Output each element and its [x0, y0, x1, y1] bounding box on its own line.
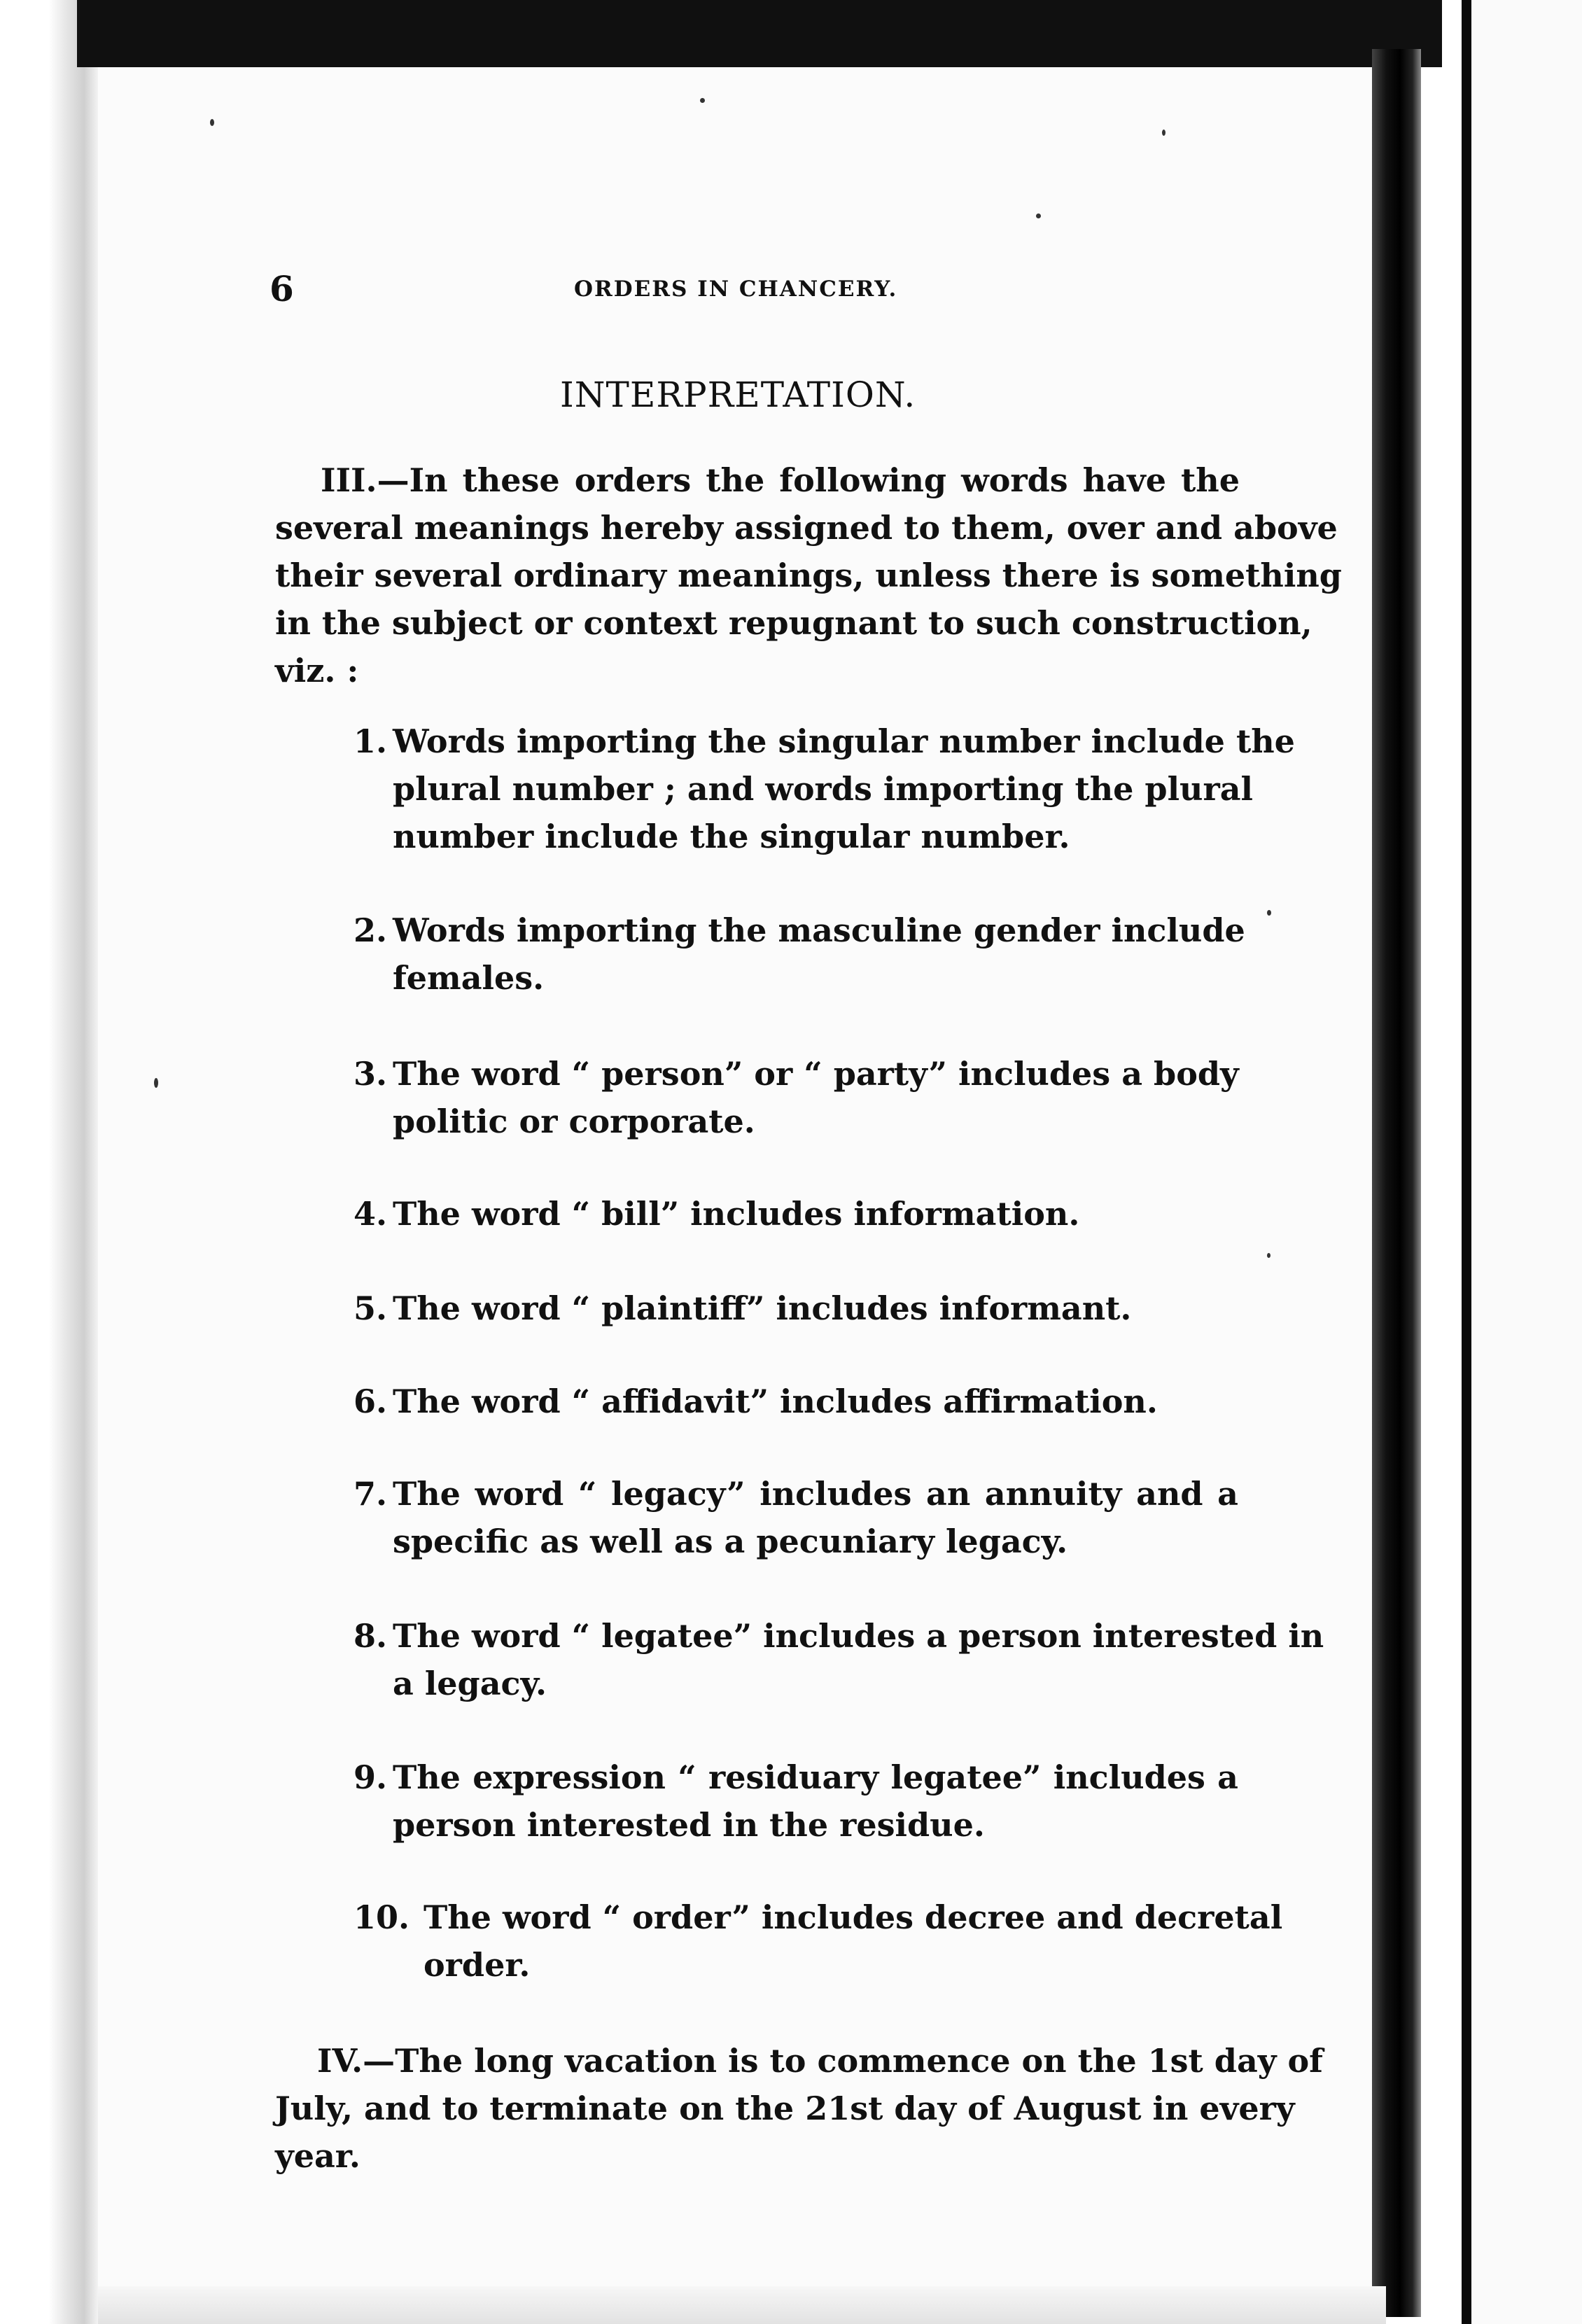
- definition-line: The word “ affidavit” includes affirmation.: [393, 1382, 1158, 1420]
- definition-number: 9.: [354, 1758, 388, 1796]
- definition-line: The word “ plaintiff” includes informant.: [393, 1289, 1132, 1327]
- paragraph-line: their several ordinary meanings, unless there is something: [275, 556, 1342, 594]
- definition-number: 2.: [354, 911, 388, 949]
- section-heading: INTERPRETATION.: [560, 374, 916, 415]
- definition-line: a legacy.: [393, 1665, 547, 1702]
- definition-line: politic or corporate.: [393, 1102, 755, 1140]
- definition-line: Words importing the masculine gender include: [393, 911, 1245, 949]
- scan-speck: [700, 98, 705, 103]
- definition-line: The word “ legacy” includes an annuity and a: [393, 1475, 1238, 1513]
- definition-line: The word “ bill” includes information.: [393, 1195, 1080, 1233]
- definition-line: The word “ order” includes decree and decretal: [424, 1898, 1283, 1936]
- definition-number: 8.: [354, 1617, 388, 1655]
- scan-right-border: [1462, 0, 1471, 2324]
- scan-left-margin: [0, 0, 98, 2324]
- paragraph-line: year.: [275, 2137, 360, 2175]
- definition-number: 4.: [354, 1195, 388, 1233]
- definition-number: 1.: [354, 722, 388, 760]
- definition-number: 3.: [354, 1055, 388, 1093]
- scan-speck: [1267, 1253, 1270, 1258]
- scan-right-margin: [1471, 0, 1582, 2324]
- scan-speck: [1162, 130, 1166, 136]
- scan-bottom-edge: [98, 2286, 1386, 2324]
- scan-speck: [154, 1078, 158, 1088]
- running-title: ORDERS IN CHANCERY.: [574, 276, 898, 302]
- paragraph-line: several meanings hereby assigned to them, over and above: [275, 509, 1338, 547]
- paragraph-line: July, and to terminate on the 21st day of August in every: [275, 2090, 1295, 2127]
- definition-line: specific as well as a pecuniary legacy.: [393, 1522, 1068, 1560]
- definition-line: Words importing the singular number include the: [393, 722, 1295, 760]
- definition-line: The expression “ residuary legatee” includes a: [393, 1758, 1238, 1796]
- book-spine-edge: [1372, 49, 1421, 2317]
- definition-line: The word “ legatee” includes a person interested in: [393, 1617, 1324, 1655]
- order-iv-paragraph: [275, 2037, 1323, 2180]
- definition-line: number include the singular number.: [393, 818, 1070, 855]
- definition-line: The word “ person” or “ party” includes a body: [393, 1055, 1239, 1093]
- scan-speck: [210, 119, 214, 126]
- definition-number: 5.: [354, 1289, 388, 1327]
- paragraph-line: viz. :: [275, 652, 359, 690]
- page-number: 6: [270, 268, 294, 309]
- paragraph-line: IV.—The long vacation is to commence on the 1st day of: [317, 2042, 1323, 2080]
- definition-line: females.: [393, 959, 545, 997]
- scan-speck: [1267, 910, 1271, 916]
- scan-top-border: [77, 0, 1442, 67]
- definition-line: plural number ; and words importing the plural: [393, 770, 1254, 808]
- definition-number: 10.: [354, 1898, 410, 1936]
- paragraph-line: III.—In these orders the following words have the: [321, 461, 1240, 499]
- scan-speck: [1036, 214, 1041, 218]
- definition-number: 6.: [354, 1382, 388, 1420]
- definition-line: order.: [424, 1946, 531, 1984]
- paragraph-line: in the subject or context repugnant to such construction,: [275, 604, 1312, 642]
- order-iii-paragraph: [275, 456, 1342, 694]
- definition-line: person interested in the residue.: [393, 1806, 985, 1844]
- definition-number: 7.: [354, 1475, 388, 1513]
